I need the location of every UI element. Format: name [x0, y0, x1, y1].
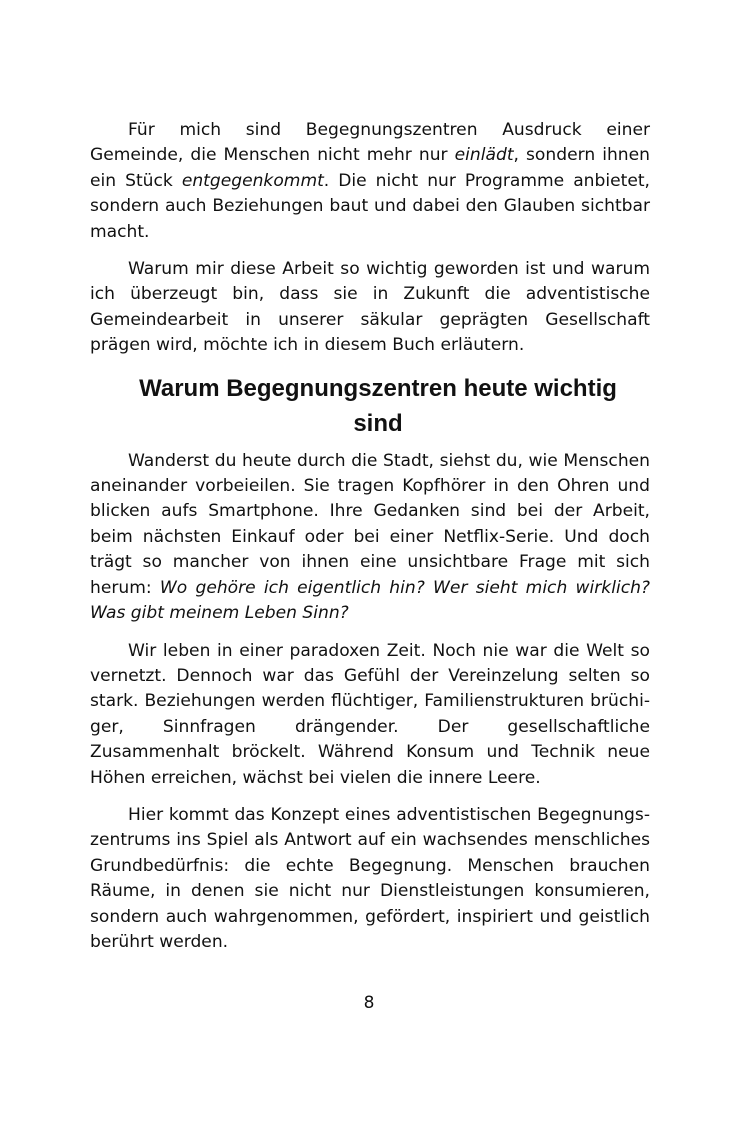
- text-run: . Die nicht nur Programme anbietet, sondern auch Beziehungen baut und dabei den Glauben sichtbar macht.: [90, 170, 650, 242]
- text-run: Wir leben in einer paradoxen Zeit. Noch nie war die Welt so vernetzt. Dennoch war das Gefühl der Vereinzelung selten so stark. Beziehungen werden flüchtiger, Familienstrukturen brüchiger, Sinnfragen drängender. Der gesellschaftliche Zusammenhalt bröckelt. Während Konsum und Technik neue Höhen erreichen, wächst bei vielen die innere Leere.: [90, 640, 650, 788]
- paragraph-intro-2: [90, 257, 650, 359]
- italic-text-run: entgegenkommt: [181, 170, 324, 191]
- paragraph-main-1: [90, 449, 650, 627]
- italic-text-run: Wo gehöre ich eigentlich hin? Wer sieht mich wirklich? Was gibt meinem Leben Sinn?: [90, 577, 650, 624]
- section-heading: [90, 371, 650, 441]
- text-run: Warum mir diese Arbeit so wichtig geworden ist und warum ich überzeugt bin, dass sie in Zukunft die adventistische Gemeindearbeit in unserer säkular geprägten Gesellschaft prägen wird, möchte ich in diesem Buch erläutern.: [90, 259, 650, 356]
- section-heading-line-1: Warum Begegnungszentren heute wichtig: [139, 374, 617, 402]
- paragraph-main-2: [90, 639, 650, 791]
- paragraph-intro-1: [90, 118, 650, 245]
- text-run: , sondern ihnen ein Stück: [90, 145, 650, 191]
- text-run: Hier kommt das Konzept eines adventistischen Begegnungszentrums ins Spiel als Antwort auf ein wachsendes menschliches Grundbedürfnis: die echte Begegnung. Menschen brauchen Räume, in denen sie nicht nur Dienstleistungen konsumieren, sondern auch wahrgenommen, gefördert, inspiriert und geistlich berührt werden.: [90, 804, 650, 952]
- page-number: 8: [363, 993, 375, 1013]
- page-body: [90, 118, 650, 955]
- text-run: Wanderst du heute durch die Stadt, siehst du, wie Menschen aneinander vorbeieilen. Sie tragen Kopfhörer in den Ohren und blicken aufs Smartphone. Ihre Gedanken sind bei der Arbeit, beim nächsten Einkauf oder bei einer Netflix-Serie. Und doch trägt so mancher von ihnen eine unsichtbare Frage mit sich herum:: [90, 450, 650, 598]
- section-heading-line-2: sind: [353, 409, 403, 437]
- paragraph-main-3: [90, 803, 650, 955]
- italic-text-run: einlädt: [454, 145, 514, 166]
- text-run: Für mich sind Begegnungszentren Ausdruck einer Gemeinde, die Menschen nicht mehr nur: [90, 120, 650, 166]
